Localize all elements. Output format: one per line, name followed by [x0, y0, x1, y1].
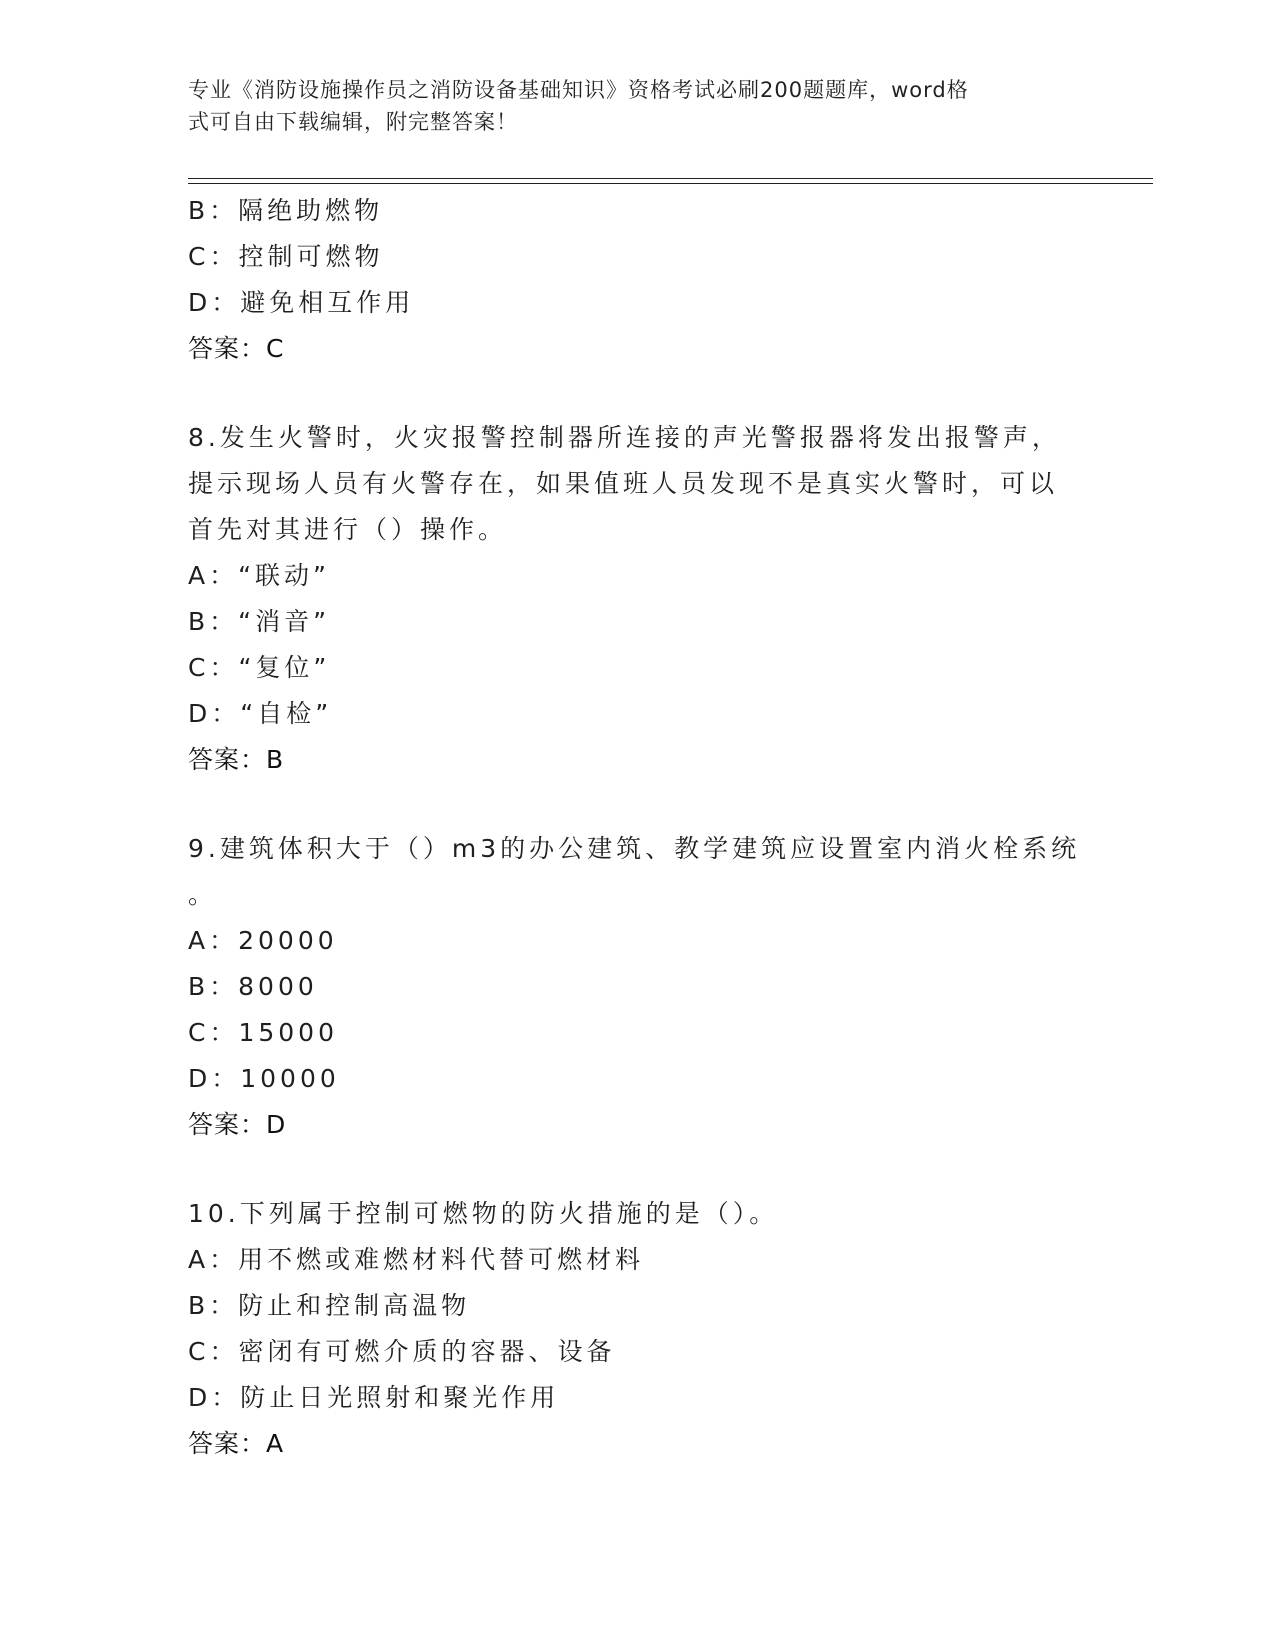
question-8 — [188, 415, 1088, 783]
header-line-2: 式可自由下载编辑，附完整答案！ — [188, 110, 518, 134]
option-b: B：“消音” — [188, 607, 331, 636]
option-a: A：20000 — [188, 926, 338, 955]
question-7-tail — [188, 188, 1088, 372]
option-c: C：控制可燃物 — [188, 242, 384, 271]
header-line-1: 专业《消防设施操作员之消防设备基础知识》资格考试必刷200题题库，word格 — [188, 78, 969, 102]
answer-line: 答案：C — [188, 334, 285, 363]
option-d: D：“自检” — [188, 699, 333, 728]
option-d: D：避免相互作用 — [188, 288, 415, 317]
option-b: B：8000 — [188, 972, 318, 1001]
document-header — [188, 74, 1068, 138]
question-stem-line: 首先对其进行（）操作。 — [188, 515, 508, 544]
option-c: C：密闭有可燃介质的容器、设备 — [188, 1337, 616, 1366]
option-d: D：10000 — [188, 1064, 340, 1093]
option-c: C：“复位” — [188, 653, 331, 682]
header-divider-bottom — [188, 183, 1153, 184]
question-stem-line: 提示现场人员有火警存在，如果值班人员发现不是真实火警时，可以 — [188, 469, 1059, 498]
option-d: D：防止日光照射和聚光作用 — [188, 1383, 560, 1412]
question-stem-line: 9.建筑体积大于（）m3的办公建筑、教学建筑应设置室内消火栓系统 — [188, 834, 1081, 863]
question-list — [188, 188, 1088, 1467]
option-c: C：15000 — [188, 1018, 338, 1047]
question-stem-line: 8.发生火警时，火灾报警控制器所连接的声光警报器将发出报警声， — [188, 423, 1061, 452]
answer-line: 答案：B — [188, 745, 285, 774]
spacer — [188, 1148, 1088, 1191]
spacer — [188, 783, 1088, 826]
option-a: A：“联动” — [188, 561, 331, 590]
question-stem-line: 。 — [188, 880, 218, 909]
question-10 — [188, 1191, 1088, 1467]
header-divider-top — [188, 178, 1153, 179]
question-9 — [188, 826, 1088, 1148]
spacer — [188, 372, 1088, 415]
question-stem-line: 10.下列属于控制可燃物的防火措施的是（）。 — [188, 1199, 779, 1228]
option-b: B：防止和控制高温物 — [188, 1291, 471, 1320]
option-a: A：用不燃或难燃材料代替可燃材料 — [188, 1245, 645, 1274]
answer-line: 答案：A — [188, 1429, 285, 1458]
answer-line: 答案：D — [188, 1110, 287, 1139]
option-b: B：隔绝助燃物 — [188, 196, 384, 225]
